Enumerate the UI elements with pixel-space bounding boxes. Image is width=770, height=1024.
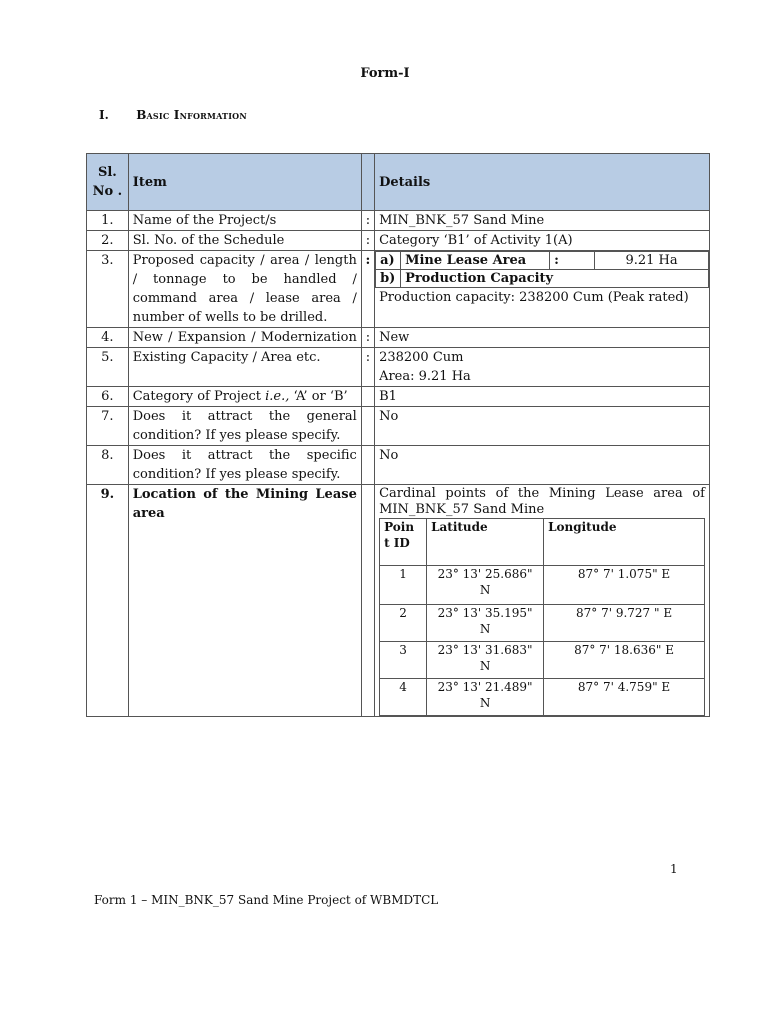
coordinate-row bbox=[380, 679, 705, 716]
coordinates-table bbox=[379, 518, 705, 716]
coordinate-row bbox=[380, 566, 705, 605]
category-text-pre: Category of Project bbox=[132, 389, 266, 404]
section-title: Basic Information bbox=[136, 108, 247, 122]
page-number: 1 bbox=[670, 862, 678, 876]
section-heading bbox=[99, 108, 247, 122]
table-row bbox=[87, 211, 710, 231]
coord-id: 1 bbox=[380, 566, 427, 605]
cardinal-points-text: Cardinal points of the Mining Lease area of MIN_BNK_57 Sand Mine bbox=[379, 486, 705, 517]
section-number: I. bbox=[99, 108, 109, 122]
coord-header-lat: Latitude bbox=[427, 519, 544, 566]
row-details: B1 bbox=[375, 387, 710, 407]
coord-lon: 87° 7' 9.727 " E bbox=[544, 605, 705, 642]
production-capacity-name: Production Capacity bbox=[401, 270, 709, 288]
row-sl: 2. bbox=[87, 231, 129, 251]
row-sl: 1. bbox=[87, 211, 129, 231]
row-colon-empty bbox=[361, 387, 374, 407]
coord-lat: 23° 13' 25.686" N bbox=[427, 566, 544, 605]
coord-lon: 87° 7' 1.075" E bbox=[544, 566, 705, 605]
row-colon-empty bbox=[361, 446, 374, 485]
row-sl: 5. bbox=[87, 348, 129, 387]
row-item: New / Expansion / Modernization bbox=[128, 328, 361, 348]
page-footer: Form 1 – MIN_BNK_57 Sand Mine Project of WBMDTCL bbox=[94, 893, 439, 907]
header-details: Details bbox=[375, 154, 710, 211]
table-row bbox=[87, 231, 710, 251]
row-details bbox=[375, 251, 710, 328]
row-colon: : bbox=[361, 211, 374, 231]
row-item: Proposed capacity / area / length / tonnage to be handled / command area / lease area / number of wells to be drilled. bbox=[128, 251, 361, 328]
table-row bbox=[87, 407, 710, 446]
row-details: MIN_BNK_57 Sand Mine bbox=[375, 211, 710, 231]
production-capacity-label: b) bbox=[376, 270, 401, 288]
row-sl: 9. bbox=[87, 485, 129, 717]
row-sl: 4. bbox=[87, 328, 129, 348]
existing-capacity: 238200 Cum bbox=[379, 350, 464, 365]
row-details bbox=[375, 485, 710, 717]
existing-area: Area: 9.21 Ha bbox=[379, 369, 471, 384]
coord-lat: 23° 13' 35.195" N bbox=[427, 605, 544, 642]
coord-lon: 87° 7' 4.759" E bbox=[544, 679, 705, 716]
row-item: Name of the Project/s bbox=[128, 211, 361, 231]
header-item: Item bbox=[128, 154, 361, 211]
row-colon-empty bbox=[361, 485, 374, 717]
coord-header-id: Poin t ID bbox=[380, 519, 427, 566]
row-item: Location of the Mining Lease area bbox=[128, 485, 361, 717]
coord-id: 2 bbox=[380, 605, 427, 642]
row-details: New bbox=[375, 328, 710, 348]
coord-header-lon: Longitude bbox=[544, 519, 705, 566]
coord-id: 4 bbox=[380, 679, 427, 716]
row-details: No bbox=[375, 407, 710, 446]
table-row bbox=[87, 387, 710, 407]
row-sl: 6. bbox=[87, 387, 129, 407]
row-item: Existing Capacity / Area etc. bbox=[128, 348, 361, 387]
table-row bbox=[87, 328, 710, 348]
row-details bbox=[375, 348, 710, 387]
row-item: Does it attract the general condition? If yes please specify. bbox=[128, 407, 361, 446]
row-sl: 7. bbox=[87, 407, 129, 446]
coord-lat: 23° 13' 21.489" N bbox=[427, 679, 544, 716]
row-item: Sl. No. of the Schedule bbox=[128, 231, 361, 251]
row-colon-empty bbox=[361, 407, 374, 446]
mine-lease-value: 9.21 Ha bbox=[595, 252, 709, 270]
row-item bbox=[128, 387, 361, 407]
row-colon: : bbox=[361, 251, 374, 328]
coordinate-row bbox=[380, 642, 705, 679]
table-row bbox=[87, 348, 710, 387]
production-capacity-text: Production capacity: 238200 Cum (Peak rated) bbox=[379, 290, 689, 305]
header-colon-spacer bbox=[361, 154, 374, 211]
mine-lease-colon: : bbox=[550, 252, 595, 270]
row-sl: 3. bbox=[87, 251, 129, 328]
table-row bbox=[87, 485, 710, 717]
row-details: No bbox=[375, 446, 710, 485]
coord-lat: 23° 13' 31.683" N bbox=[427, 642, 544, 679]
row-colon: : bbox=[361, 231, 374, 251]
coordinate-row bbox=[380, 605, 705, 642]
row-sl: 8. bbox=[87, 446, 129, 485]
row-colon: : bbox=[361, 348, 374, 387]
form-title: Form-I bbox=[360, 66, 410, 81]
mine-lease-name: Mine Lease Area bbox=[401, 252, 550, 270]
mine-lease-label: a) bbox=[376, 252, 401, 270]
row-details: Category ‘B1’ of Activity 1(A) bbox=[375, 231, 710, 251]
coord-lon: 87° 7' 18.636" E bbox=[544, 642, 705, 679]
category-text-post: ‘A’ or ‘B’ bbox=[289, 389, 348, 404]
table-row bbox=[87, 251, 710, 328]
row-colon: : bbox=[361, 328, 374, 348]
capacity-subtable bbox=[375, 251, 709, 288]
basic-information-table bbox=[86, 153, 710, 717]
row-item: Does it attract the specific condition? If yes please specify. bbox=[128, 446, 361, 485]
header-sl-no: Sl. No . bbox=[87, 154, 129, 211]
coordinates-header-row bbox=[380, 519, 705, 566]
category-text-em: i.e., bbox=[265, 389, 290, 404]
table-header-row bbox=[87, 154, 710, 211]
table-row bbox=[87, 446, 710, 485]
coord-id: 3 bbox=[380, 642, 427, 679]
